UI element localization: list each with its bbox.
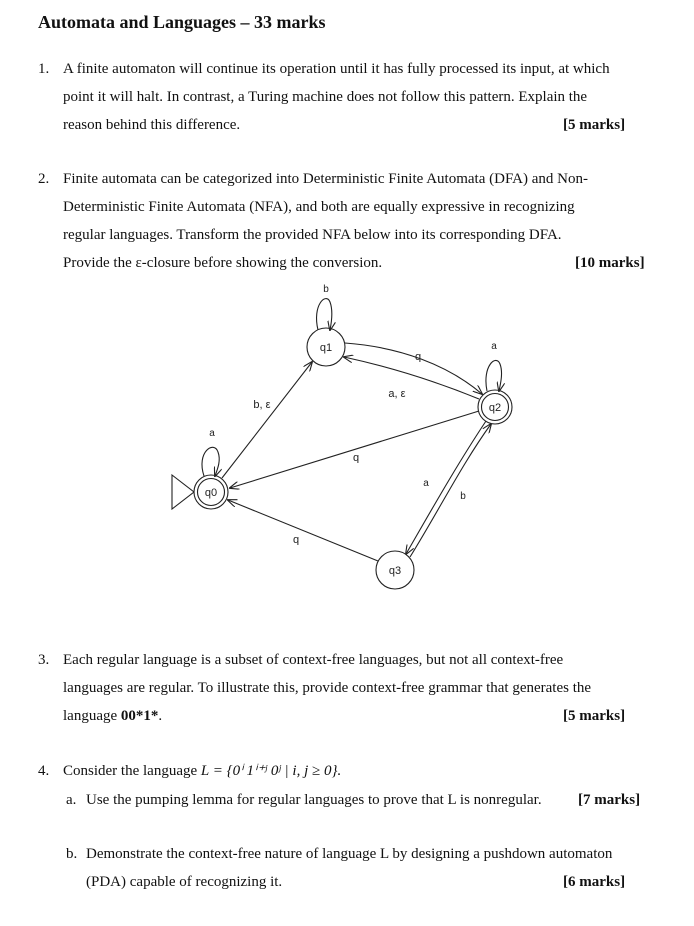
edge-q2-q1 — [344, 357, 479, 399]
marks-label: [5 marks] — [563, 117, 626, 133]
question-text-line: Deterministic Finite Automata (NFA), and both are equally expressive in recognizing — [63, 199, 575, 215]
question-text: language — [63, 708, 121, 724]
question-text-line: regular languages. Transform the provided NFA below into its corresponding DFA. — [63, 227, 562, 243]
label-q2-q3: a — [423, 478, 429, 489]
subquestion-text: Use the pumping lemma for regular languages to prove that L is nonregular. — [86, 792, 542, 808]
language-definition: L = {0ⁱ 1ⁱ⁺ʲ 0ʲ | i, j ≥ 0}. — [200, 763, 342, 779]
question-text-line: Finite automata can be categorized into Deterministic Finite Automata (DFA) and Non- — [63, 171, 588, 187]
start-arrow — [172, 475, 194, 509]
subquestion-label: a. — [66, 792, 77, 808]
edge-q1-q2 — [345, 343, 482, 394]
label-loop-q2: a — [491, 341, 497, 352]
marks-label: [5 marks] — [563, 708, 626, 724]
state-q0-label: q0 — [204, 487, 218, 499]
question-number: 3. — [38, 652, 50, 668]
state-q3-label: q3 — [388, 565, 402, 577]
marks-label: [6 marks] — [563, 874, 626, 890]
loop-q0 — [202, 447, 219, 476]
edge-q0-q1 — [222, 362, 312, 478]
state-q2-label: q2 — [488, 402, 502, 414]
edge-q3-q2 — [410, 424, 491, 557]
question-text-line: Provide the ε-closure before showing the conversion. — [63, 255, 383, 271]
marks-label: [7 marks] — [578, 792, 641, 808]
question-number: 2. — [38, 171, 50, 187]
question-text: . — [158, 708, 163, 724]
label-q3-q0: b — [292, 534, 300, 546]
question-text-line: reason behind this difference. — [63, 117, 241, 133]
label-q1-q2: b — [414, 351, 422, 363]
language-expression: 00*1* — [120, 708, 159, 724]
edge-q2-q3 — [406, 421, 486, 554]
marks-label: [10 marks] — [575, 255, 645, 271]
loop-q2 — [486, 360, 502, 391]
question-text-line: point it will halt. In contrast, a Turing machine does not follow this pattern. Explain the — [63, 89, 588, 105]
question-text-line: Each regular language is a subset of context-free languages, but not all context-free — [63, 652, 564, 668]
label-q0-q1: b, ε — [253, 399, 271, 411]
question-text-line — [63, 702, 162, 730]
label-q2-q1: a, ε — [388, 388, 406, 400]
label-q3-q2: b — [460, 491, 466, 502]
question-number: 1. — [38, 61, 50, 77]
subquestion-label: b. — [66, 846, 78, 862]
question-text-line: languages are regular. To illustrate this, provide context-free grammar that generates the — [63, 680, 592, 696]
subquestion-text: Demonstrate the context-free nature of language L by designing a pushdown automaton — [86, 846, 613, 862]
label-loop-q1: b — [323, 284, 329, 295]
question-text: Consider the language — [63, 763, 201, 779]
label-q2-q0: b — [352, 452, 360, 464]
edge-q3-q0 — [228, 500, 378, 561]
label-loop-q0: a — [209, 428, 215, 439]
subquestion-text: (PDA) capable of recognizing it. — [86, 874, 283, 890]
question-text-line: A finite automaton will continue its operation until it has fully processed its input, at which — [63, 61, 610, 77]
question-number: 4. — [38, 763, 50, 779]
edge-q2-q0 — [230, 411, 479, 488]
loop-q1 — [317, 299, 332, 330]
page-title: Automata and Languages – 33 marks — [38, 12, 326, 32]
question-text-line — [63, 757, 341, 785]
state-q1-label: q1 — [319, 342, 333, 354]
